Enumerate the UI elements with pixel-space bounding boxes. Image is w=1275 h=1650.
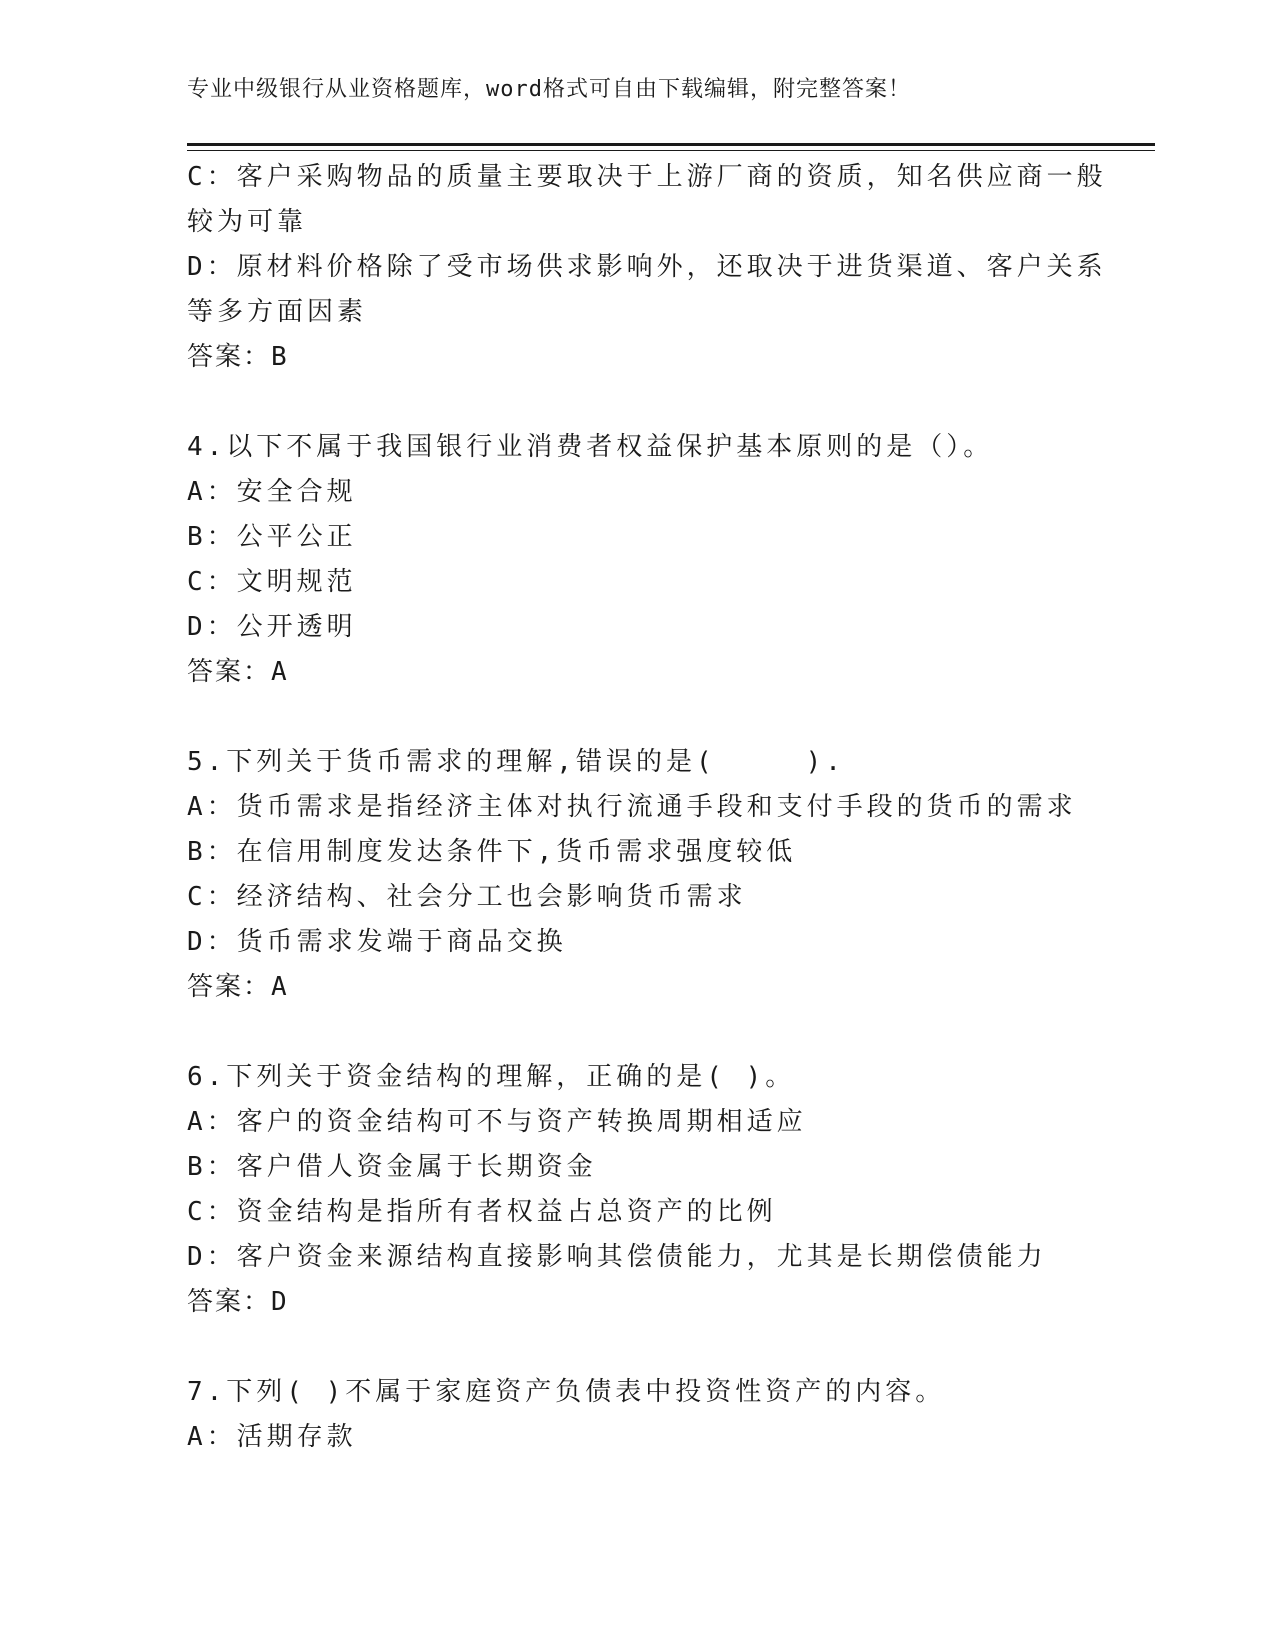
q5-option-d: D：货币需求发端于商品交换 [187, 927, 567, 957]
q3-option-d-line1: D：原材料价格除了受市场供求影响外，还取决于进货渠道、客户关系 [187, 252, 1107, 282]
q5-option-a: A：货币需求是指经济主体对执行流通手段和支付手段的货币的需求 [187, 792, 1077, 822]
q3-answer [187, 335, 1067, 380]
answer-value: B [271, 342, 289, 372]
answer-label: 答案： [187, 342, 272, 372]
answer-label: 答案： [187, 1287, 272, 1317]
q7-stem: 7.下列( )不属于家庭资产负债表中投资性资产的内容。 [187, 1377, 946, 1407]
q6-answer [187, 1280, 1067, 1325]
header-rule-thin [187, 150, 1155, 151]
q4-option-a: A：安全合规 [187, 477, 357, 507]
answer-value: A [271, 972, 289, 1002]
q5-option-b: B：在信用制度发达条件下,货币需求强度较低 [187, 837, 797, 867]
q6-option-a: A：客户的资金结构可不与资产转换周期相适应 [187, 1107, 807, 1137]
question-content [187, 155, 1107, 1460]
page-header: 专业中级银行从业资格题库，word格式可自由下载编辑，附完整答案！ [187, 77, 911, 102]
q3-option-c-line1: C：客户采购物品的质量主要取决于上游厂商的资质，知名供应商一般 [187, 162, 1107, 192]
q3-option-d-line2: 等多方面因素 [187, 297, 368, 327]
q6-option-d: D：客户资金来源结构直接影响其偿债能力，尤其是长期偿债能力 [187, 1242, 1047, 1272]
q4-stem: 4.以下不属于我国银行业消费者权益保护基本原则的是（）。 [187, 432, 994, 462]
q3-option-c-line2: 较为可靠 [187, 207, 308, 237]
q6-option-c: C：资金结构是指所有者权益占总资产的比例 [187, 1197, 777, 1227]
q4-answer [187, 650, 1067, 695]
q6-stem: 6.下列关于资金结构的理解，正确的是( )。 [187, 1062, 796, 1092]
answer-value: D [271, 1287, 289, 1317]
q5-option-c: C：经济结构、社会分工也会影响货币需求 [187, 882, 747, 912]
header-rule-thick [187, 143, 1155, 146]
q4-option-d: D：公开透明 [187, 612, 357, 642]
q5-answer [187, 965, 1067, 1010]
answer-value: A [271, 657, 289, 687]
answer-label: 答案： [187, 657, 272, 687]
answer-label: 答案： [187, 972, 272, 1002]
q7-option-a: A：活期存款 [187, 1422, 357, 1452]
q5-stem: 5.下列关于货币需求的理解,错误的是( ). [187, 747, 845, 777]
q6-option-b: B：客户借人资金属于长期资金 [187, 1152, 597, 1182]
q4-option-b: B：公平公正 [187, 522, 357, 552]
q4-option-c: C：文明规范 [187, 567, 357, 597]
